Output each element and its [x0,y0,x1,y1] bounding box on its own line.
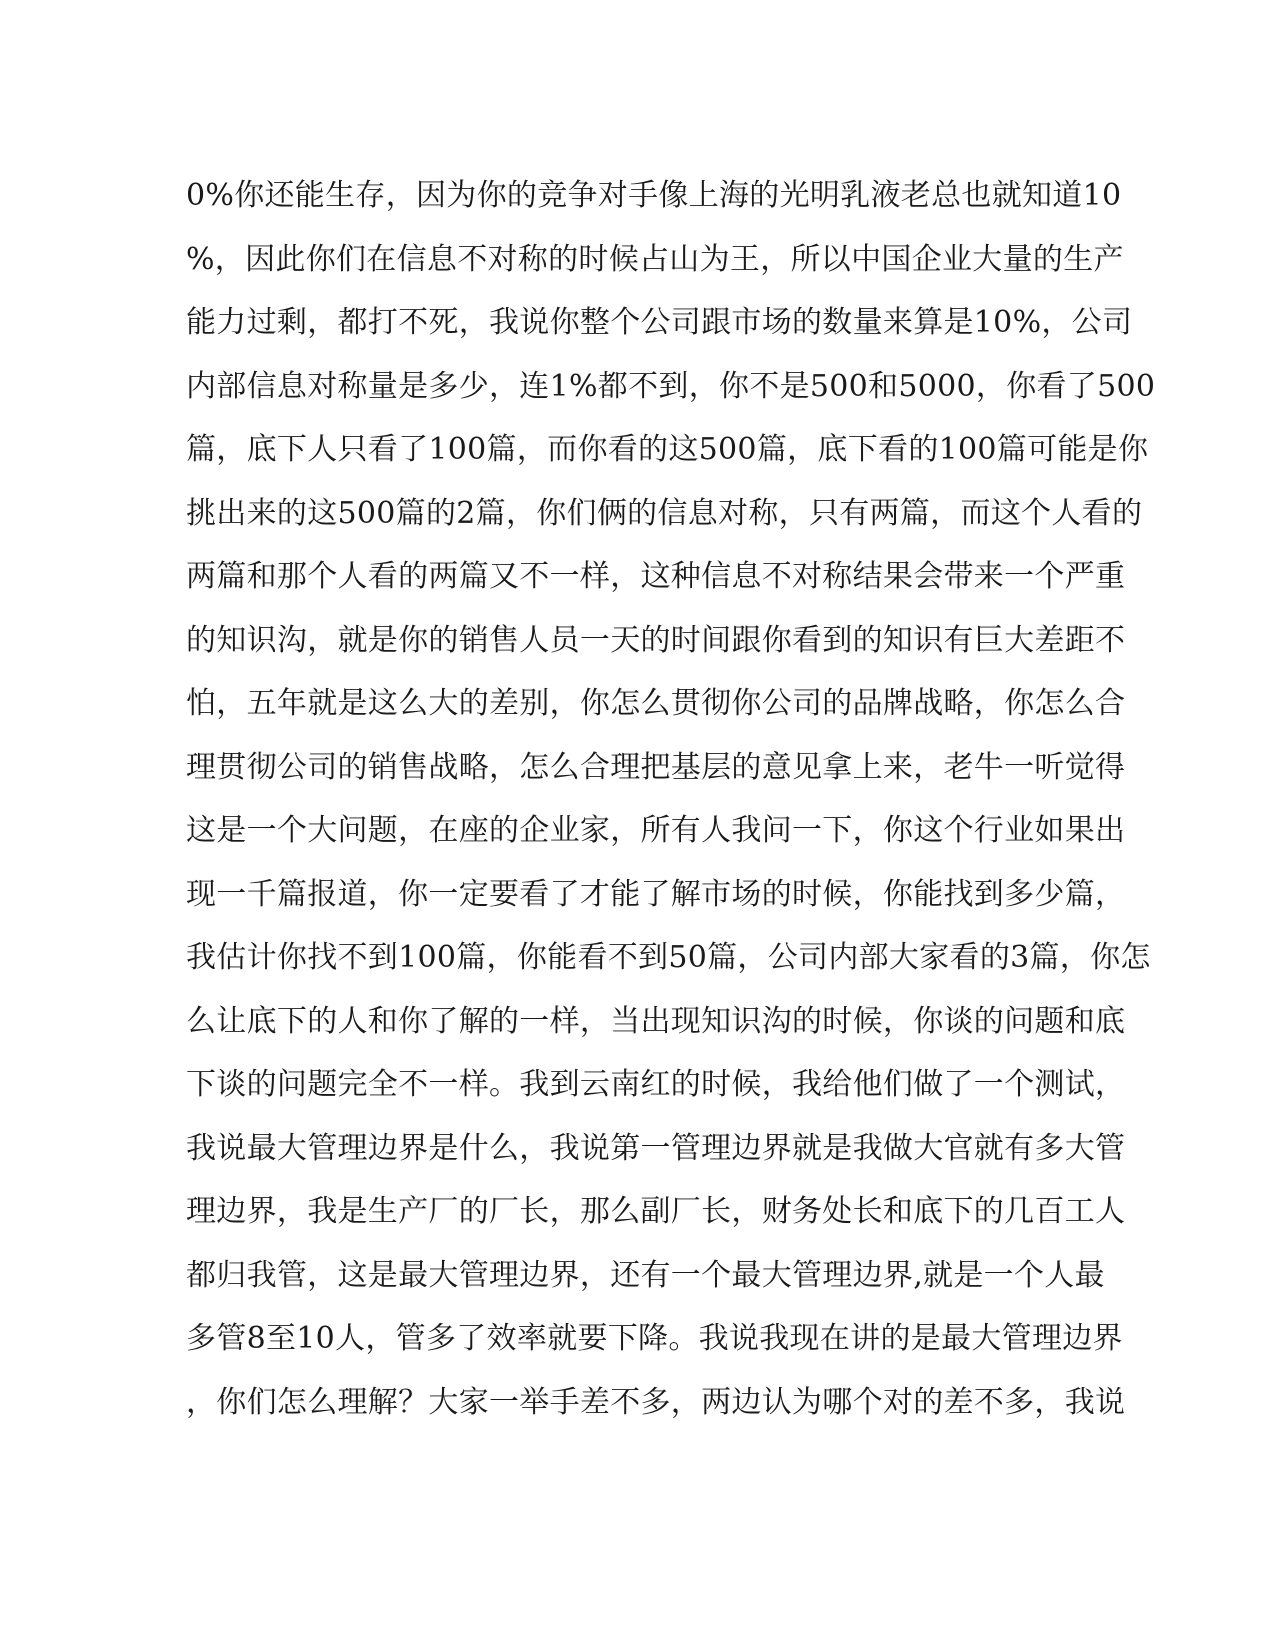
text-line: 这是一个大问题，在座的企业家，所有人我问一下，你这个行业如果出 [186,813,1126,848]
text-line: 现一千篇报道，你一定要看了才能了解市场的时候，你能找到多少篇， [186,876,1126,912]
text-line: 么让底下的人和你了解的一样，当出现知识沟的时候，你谈的问题和底 [186,1003,1126,1039]
text-line: 内部信息对称量是多少，连1%都不到，你不是500和5000，你看了500 [186,368,1156,404]
text-line: 多管8至10人，管多了效率就要下降。我说我现在讲的是最大管理边界 [186,1321,1123,1356]
text-line: %，因此你们在信息不对称的时候占山为王，所以中国企业大量的生产 [186,241,1124,277]
text-line: 理贯彻公司的销售战略，怎么合理把基层的意见拿上来，老牛一听觉得 [186,749,1126,785]
text-line: 下谈的问题完全不一样。我到云南红的时候，我给他们做了一个测试， [186,1067,1126,1102]
text-line: 怕，五年就是这么大的差别，你怎么贯彻你公司的品牌战略，你怎么合 [186,686,1126,721]
text-line: 都归我管，这是最大管理边界，还有一个最大管理边界,就是一个人最 [186,1257,1105,1293]
text-line: 篇，底下人只看了100篇，而你看的这500篇，底下看的100篇可能是你 [186,432,1149,467]
text-line: 的知识沟，就是你的销售人员一天的时间跟你看到的知识有巨大差距不 [186,622,1126,658]
text-line: 能力过剩，都打不死，我说你整个公司跟市场的数量来算是10%，公司 [186,305,1133,340]
text-line: 我说最大管理边界是什么，我说第一管理边界就是我做大官就有多大管 [186,1130,1126,1166]
body-text [186,164,1156,1434]
text-line: 挑出来的这500篇的2篇，你们俩的信息对称，只有两篇，而这个人看的 [186,495,1143,531]
text-line: 理边界，我是生产厂的厂长，那么副厂长，财务处长和底下的几百工人 [186,1194,1126,1229]
text-line: 0%你还能生存，因为你的竞争对手像上海的光明乳液老总也就知道10 [186,178,1122,213]
text-line: ，你们怎么理解？大家一举手差不多，两边认为哪个对的差不多，我说 [186,1384,1126,1420]
text-line: 两篇和那个人看的两篇又不一样，这种信息不对称结果会带来一个严重 [186,559,1126,594]
text-line: 我估计你找不到100篇，你能看不到50篇，公司内部大家看的3篇，你怎 [186,940,1151,975]
